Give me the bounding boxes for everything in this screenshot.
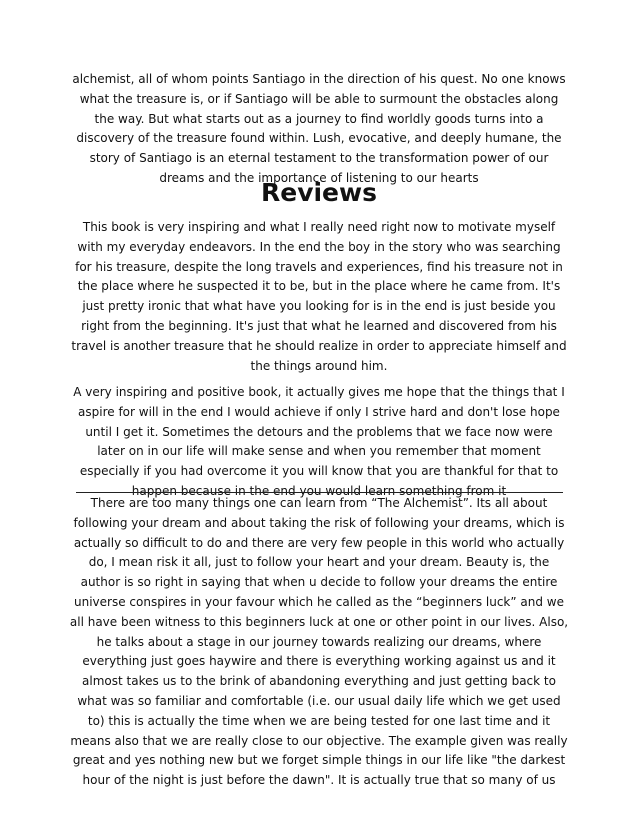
- text-line: There are too many things one can learn from “The Alchemist”. Its all about: [90, 496, 548, 510]
- text-line: following your dream and about taking the risk of following your dreams, which is: [73, 515, 565, 530]
- text-line: later on in our life will make sense and when you remember that moment: [97, 444, 541, 459]
- text-line: alchemist, all of whom points Santiago in the direction of his quest. No one knows: [72, 72, 566, 86]
- text-line: story of Santiago is an eternal testament to the transformation power of our: [89, 151, 549, 166]
- text-line: author is so right in saying that when u decide to follow your dreams the entire: [80, 575, 558, 590]
- text-line: he talks about a stage in our journey towards realizing our dreams, where: [96, 634, 542, 649]
- text-line: just pretty ironic that what have you looking for is in the end is just beside you: [82, 299, 556, 314]
- text-line: actually so difficult to do and there are very few people in this world who actually: [73, 535, 565, 550]
- text-line: with my everyday endeavors. In the end the boy in the story who was searching: [77, 239, 561, 254]
- text-line: A very inspiring and positive book, it actually gives me hope that the things that I: [73, 385, 565, 399]
- text-line: what the treasure is, or if Santiago will be able to surmount the obstacles along: [79, 91, 559, 106]
- text-line: the things around him.: [250, 358, 388, 373]
- text-line: universe conspires in your favour which he called as the “beginners luck” and we: [73, 594, 564, 609]
- text-line: what was so familiar and comfortable (i.e. our usual daily life which we get used: [77, 693, 561, 708]
- section-divider: [76, 492, 563, 493]
- text-line: almost takes us to the brink of abandoning everything and just getting back to: [82, 674, 556, 689]
- text-line: for his treasure, despite the long travels and experiences, find his treasure not in: [75, 259, 563, 274]
- text-line: especially if you had overcome it you will know that you are thankful for that to: [79, 464, 559, 479]
- text-line: everything just goes haywire and there is everything working against us and it: [82, 654, 556, 669]
- text-line: travel is another treasure that he should realize in order to appreciate himself and: [71, 338, 567, 353]
- text-line: hour of the night is just before the dawn". It is actually true that so many of us: [82, 773, 556, 788]
- text-line: to) this is actually the time when we are being tested for one last time and it: [87, 713, 551, 728]
- text-line: happen because in the end you would learn something from it: [131, 483, 507, 498]
- text-line: aspire for will in the end I would achieve if only I strive hard and don't lose hope: [78, 404, 560, 419]
- text-line: until I get it. Sometimes the detours and the problems that we face now were: [85, 424, 553, 439]
- text-line: dreams and the importance of listening to our hearts: [159, 170, 479, 185]
- reviews-heading: Reviews: [260, 178, 377, 207]
- text-line: the place where he suspected it to be, but in the place where he came from. It's: [77, 279, 561, 294]
- text-line: the way. But what starts out as a journey to find worldly goods turns into a: [94, 111, 544, 126]
- text-line: This book is very inspiring and what I really need right now to motivate myself: [82, 220, 556, 234]
- text-line: do, I mean risk it all, just to follow your heart and your dream. Beauty is, the: [88, 555, 550, 570]
- text-line: means also that we are really close to our objective. The example given was really: [70, 733, 568, 748]
- text-line: discovery of the treasure found within. Lush, evocative, and deeply humane, the: [76, 131, 562, 146]
- review-3-paragraph: [68, 494, 570, 791]
- text-line: right from the beginning. It's just that what he learned and discovered from his: [81, 318, 557, 333]
- text-line: all have been witness to this beginners luck at one or other point in our lives. Also,: [69, 614, 569, 629]
- review-2-paragraph: [68, 383, 570, 502]
- intro-paragraph: [68, 70, 570, 189]
- text-line: great and yes nothing new but we forget simple things in our life like "the darkest: [72, 753, 566, 768]
- review-1-paragraph: [68, 218, 570, 376]
